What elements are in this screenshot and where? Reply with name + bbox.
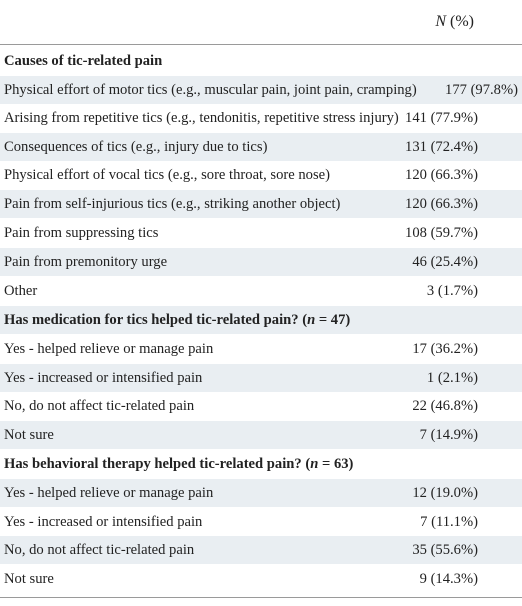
row-label: Not sure: [4, 427, 54, 443]
column-header-n-percent: [435, 8, 474, 36]
table-row: [0, 76, 522, 104]
row-value: 22 (46.8%): [412, 398, 478, 414]
row-value: 120 (66.3%): [405, 167, 478, 183]
table-row: [0, 392, 522, 420]
table-row: [0, 104, 522, 132]
row-value: 131 (72.4%): [405, 139, 478, 155]
row-value: 35 (55.6%): [412, 542, 478, 558]
row-label: Yes - helped relieve or manage pain: [4, 341, 214, 357]
row-value: 7 (14.9%): [419, 427, 478, 443]
row-value: 7 (11.1%): [420, 514, 478, 530]
table-row: [0, 421, 522, 449]
row-value: 177 (97.8%): [445, 82, 518, 98]
table-row: [0, 536, 522, 564]
table-row: [0, 565, 522, 593]
section-title: Has behavioral therapy helped tic-related pain? (n = 63): [4, 456, 354, 472]
row-label: Other: [4, 283, 38, 299]
row-label: Yes - increased or intensified pain: [4, 370, 203, 386]
row-label: Physical effort of motor tics (e.g., muscular pain, joint pain, cramping): [4, 82, 417, 98]
table-row: [0, 161, 522, 189]
row-value: 12 (19.0%): [412, 485, 478, 501]
row-label: Yes - increased or intensified pain: [4, 514, 203, 530]
table-row: [0, 219, 522, 247]
header-rule: [0, 44, 522, 45]
row-value: 1 (2.1%): [426, 370, 478, 386]
row-value: 9 (14.3%): [419, 571, 478, 587]
row-label: Arising from repetitive tics (e.g., tendonitis, repetitive stress injury): [4, 110, 399, 126]
row-value: 141 (77.9%): [405, 110, 478, 126]
table-row: [0, 364, 522, 392]
column-header-percent: (%): [450, 13, 474, 30]
table-row: [0, 335, 522, 363]
section-header-medication: [0, 306, 522, 334]
table-row: [0, 479, 522, 507]
table-row: [0, 508, 522, 536]
section-header-causes: [0, 47, 522, 75]
row-label: Consequences of tics (e.g., injury due to tics): [4, 139, 268, 155]
row-value: 3 (1.7%): [426, 283, 478, 299]
table-header: [0, 0, 522, 44]
column-header-n: N: [435, 13, 447, 30]
section-header-behavioral-therapy: [0, 450, 522, 478]
row-label: Not sure: [4, 571, 54, 587]
table-row: [0, 248, 522, 276]
row-value: 17 (36.2%): [412, 341, 478, 357]
row-label: Pain from premonitory urge: [4, 254, 168, 270]
bottom-rule: [0, 597, 522, 598]
table-row: [0, 190, 522, 218]
section-title: Has medication for tics helped tic-related pain? (n = 47): [4, 312, 351, 328]
row-value: 108 (59.7%): [405, 225, 478, 241]
row-label: No, do not affect tic-related pain: [4, 398, 195, 414]
row-label: Pain from self-injurious tics (e.g., striking another object): [4, 196, 341, 212]
row-value: 46 (25.4%): [412, 254, 478, 270]
table-row: [0, 277, 522, 305]
table-row: [0, 133, 522, 161]
section-title: Causes of tic-related pain: [4, 53, 163, 69]
row-label: No, do not affect tic-related pain: [4, 542, 195, 558]
row-label: Physical effort of vocal tics (e.g., sore throat, sore nose): [4, 167, 330, 183]
row-label: Yes - helped relieve or manage pain: [4, 485, 214, 501]
row-label: Pain from suppressing tics: [4, 225, 159, 241]
row-value: 120 (66.3%): [405, 196, 478, 212]
